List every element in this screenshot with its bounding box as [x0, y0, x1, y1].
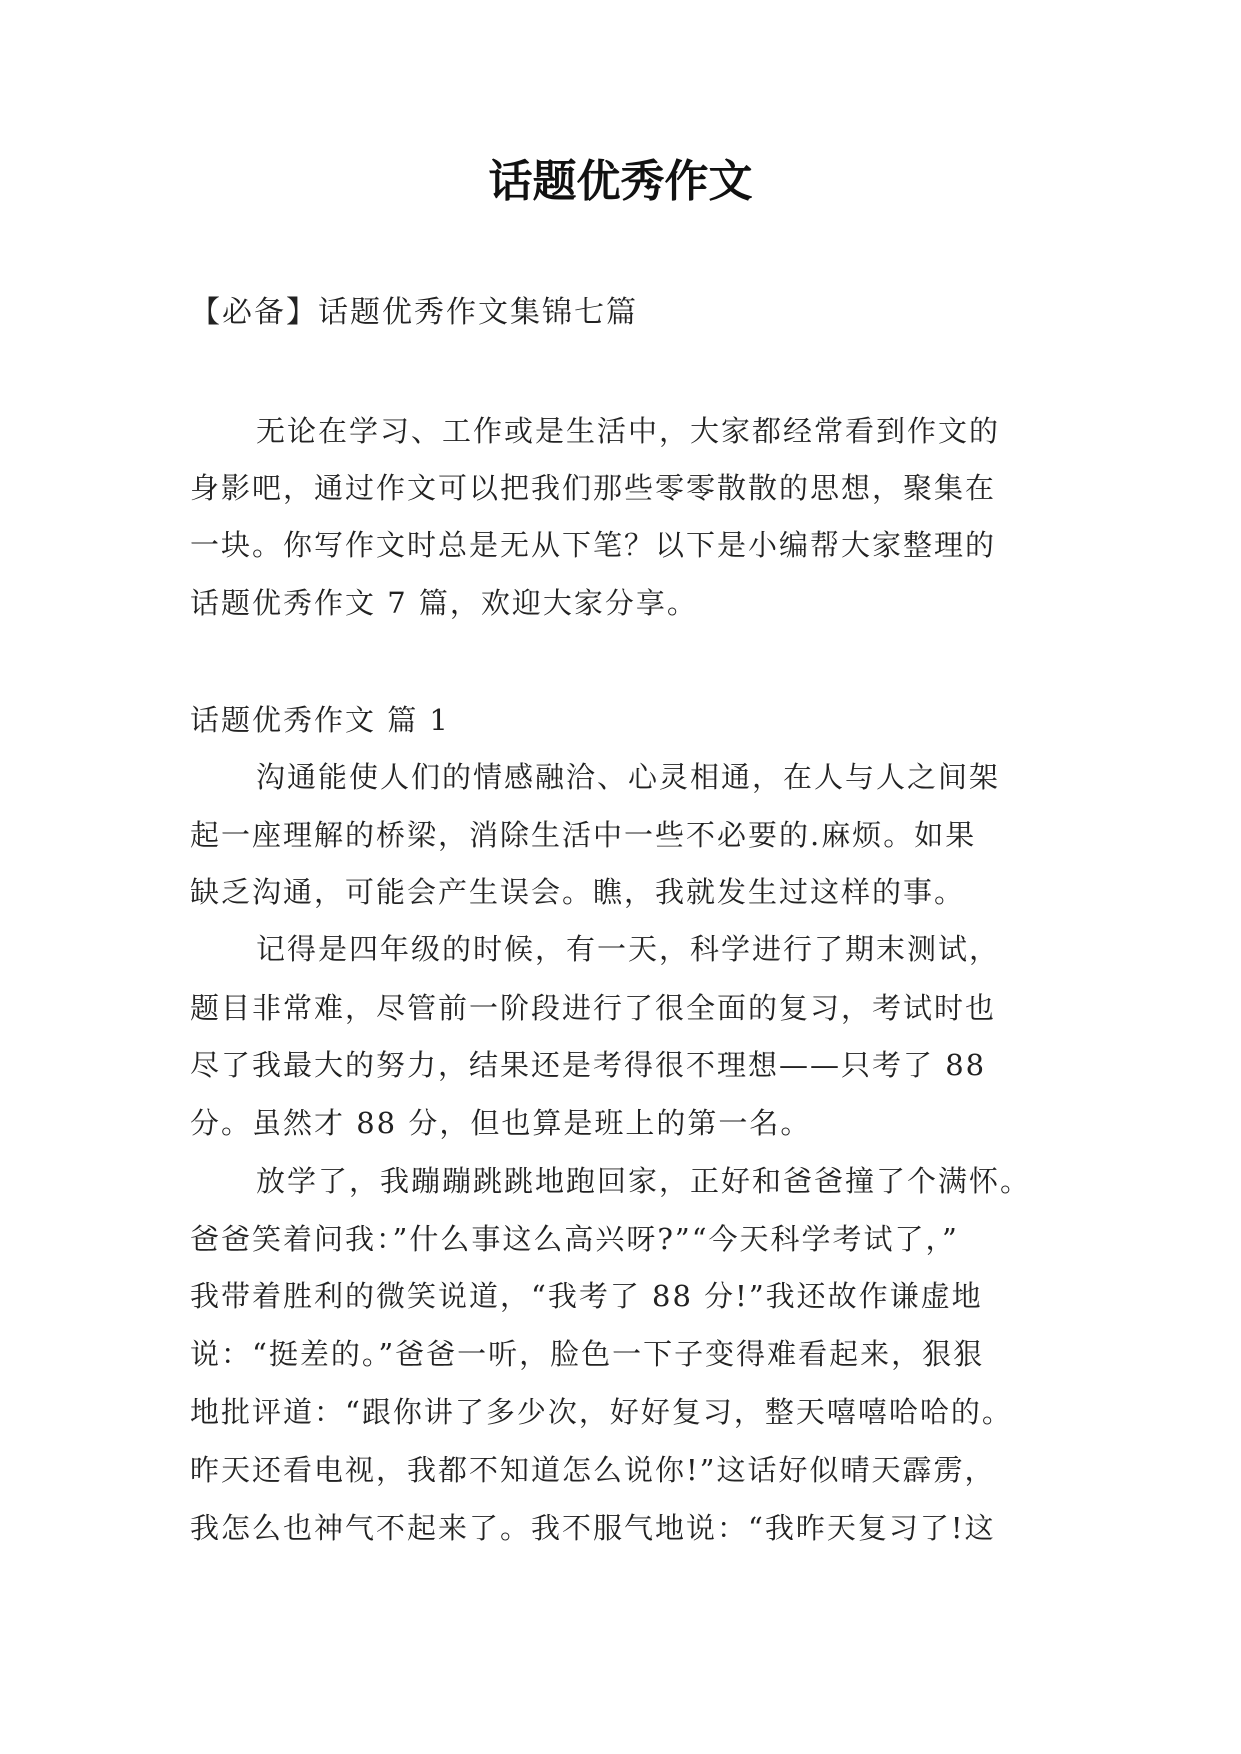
document-title: 话题优秀作文: [488, 156, 753, 207]
paragraph-line: 昨天还看电视，我都不知道怎么说你!”这话好似晴天霹雳，: [190, 1453, 996, 1487]
paragraph-line: 说：“挺差的。”爸爸一听，脸色一下子变得难看起来，狠狠: [190, 1337, 985, 1371]
paragraph-line: 我怎么也神气不起来了。我不服气地说：“我昨天复习了!这: [190, 1511, 996, 1545]
intro-line: 话题优秀作文 7 篇，欢迎大家分享。: [190, 586, 698, 620]
paragraph-line: 我带着胜利的微笑说道，“我考了 88 分!”我还故作谦虚地: [190, 1279, 983, 1313]
paragraph-line: 沟通能使人们的情感融洽、心灵相通，在人与人之间架: [256, 760, 1001, 794]
section-heading: 话题优秀作文 篇 1: [190, 703, 450, 737]
paragraph-line: 地批评道：“跟你讲了多少次，好好复习，整天嘻嘻哈哈的。: [190, 1395, 1013, 1429]
paragraph-line: 尽了我最大的努力，结果还是考得很不理想——只考了 88: [190, 1048, 987, 1082]
intro-line: 身影吧，通过作文可以把我们那些零零散散的思想，聚集在: [190, 471, 997, 505]
paragraph-line: 题目非常难，尽管前一阶段进行了很全面的复习，考试时也: [190, 991, 997, 1025]
paragraph-line: 放学了，我蹦蹦跳跳地跑回家，正好和爸爸撞了个满怀。: [256, 1164, 1032, 1198]
paragraph-line: 记得是四年级的时候，有一天，科学进行了期末测试，: [256, 932, 1001, 966]
intro-line: 一块。你写作文时总是无从下笔？以下是小编帮大家整理的: [190, 528, 997, 562]
paragraph-line: 起一座理解的桥梁，消除生活中一些不必要的.麻烦。如果: [190, 818, 977, 852]
paragraph-line: 分。虽然才 88 分，但也算是班上的第一名。: [190, 1106, 812, 1140]
document-subtitle: 【必备】话题优秀作文集锦七篇: [190, 295, 638, 330]
intro-line: 无论在学习、工作或是生活中，大家都经常看到作文的: [256, 414, 1001, 448]
paragraph-line: 爸爸笑着问我：”什么事这么高兴呀?”“今天科学考试了，”: [190, 1222, 959, 1256]
paragraph-line: 缺乏沟通，可能会产生误会。瞧，我就发生过这样的事。: [190, 875, 966, 909]
